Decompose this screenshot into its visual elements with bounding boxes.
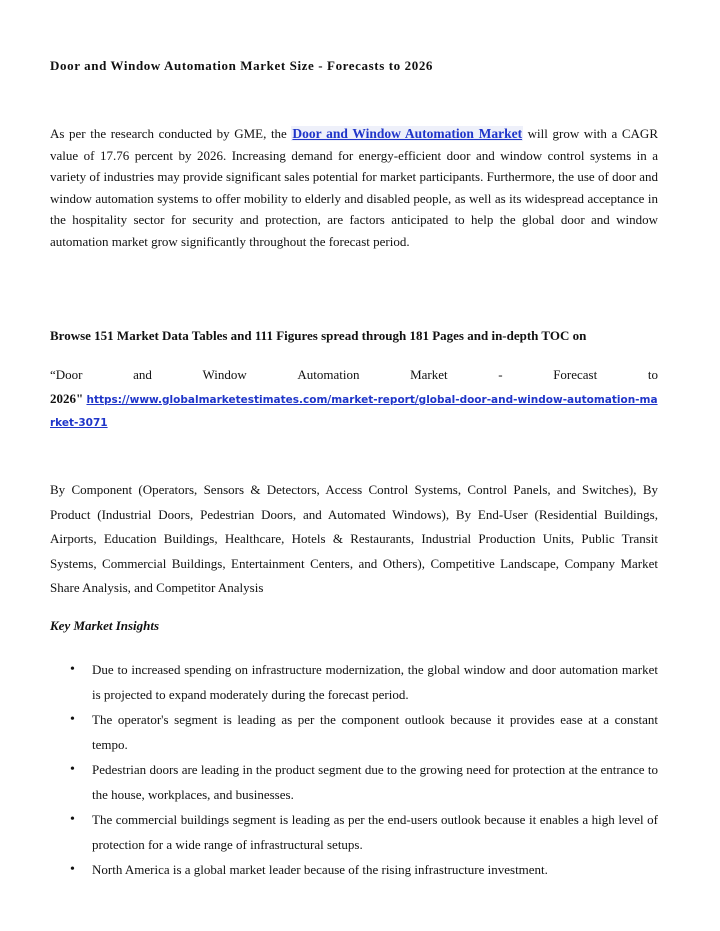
bullet-icon: •: [70, 712, 75, 727]
page-title: Door and Window Automation Market Size - Forecasts to 2026: [50, 58, 434, 73]
intro-text-after: will grow with a CAGR value of 17.76 percent by 2026. Increasing demand for energy-efficient door and window control systems in a variety of industries may provide significant sales potential for market participants. Furthermore, the use of door and window automation systems to offer mobility to elderly and disabled people, as well as its widespread acceptance in the hospitality sector for security and protection, are factors anticipated to help the global door and window automation market grow significantly throughout the forecast period.: [50, 126, 658, 249]
list-item: [50, 807, 658, 857]
report-url-block: [50, 388, 658, 434]
quote-word: to: [647, 367, 658, 382]
list-item: [50, 857, 658, 882]
quote-word: Forecast: [553, 367, 598, 382]
browse-heading: Browse 151 Market Data Tables and 111 Figures spread through 181 Pages and in-depth TOC on: [50, 328, 587, 343]
list-item: [50, 657, 658, 707]
report-title-line: [50, 367, 658, 383]
market-link[interactable]: Door and Window Automation Market: [292, 126, 523, 141]
quote-word: “Door: [50, 367, 83, 382]
quote-word: and: [133, 367, 152, 382]
report-url-link[interactable]: https://www.globalmarketestimates.com/market-report/global-door-and-window-automation-market-3071: [50, 394, 658, 429]
intro-text-before: As per the research conducted by GME, the: [50, 126, 292, 141]
quote-word: Automation: [297, 367, 360, 382]
insight-text: The operator's segment is leading as per the component outlook because it provides ease at a constant tempo.: [92, 712, 658, 752]
segmentation-paragraph: By Component (Operators, Sensors & Detectors, Access Control Systems, Control Panels, and Switches), By Product (Industrial Doors, Pedestrian Doors, and Automated Windows), By End-User (Residential Buildings, Airports, Education Buildings, Healthcare, Hotels & Restaurants, Industrial Production Units, Public Transit Systems, Commercial Buildings, Entertainment Centers, and Others), Competitive Landscape, Company Market Share Analysis, and Competitor Analysis: [50, 482, 658, 595]
bullet-icon: •: [70, 862, 75, 877]
insight-text: The commercial buildings segment is leading as per the end-users outlook because it enables a high level of protection for a wide range of infrastructural setups.: [92, 812, 658, 852]
list-item: [50, 707, 658, 757]
bullet-icon: •: [70, 812, 75, 827]
insight-text: Pedestrian doors are leading in the product segment due to the growing need for protection at the entrance to the house, workplaces, and businesses.: [92, 762, 658, 802]
insight-text: North America is a global market leader because of the rising infrastructure investment.: [92, 862, 548, 877]
intro-paragraph: [50, 123, 658, 252]
list-item: [50, 757, 658, 807]
insight-text: Due to increased spending on infrastructure modernization, the global window and door automation market is projected to expand moderately during the forecast period.: [92, 662, 658, 702]
quote-word: -: [498, 367, 503, 382]
quote-word: Window: [202, 367, 247, 382]
insights-list: [50, 657, 658, 882]
quote-year: 2026": [50, 391, 84, 406]
bullet-icon: •: [70, 662, 75, 677]
quote-word: Market: [410, 367, 448, 382]
bullet-icon: •: [70, 762, 75, 777]
insights-heading: Key Market Insights: [50, 618, 160, 633]
